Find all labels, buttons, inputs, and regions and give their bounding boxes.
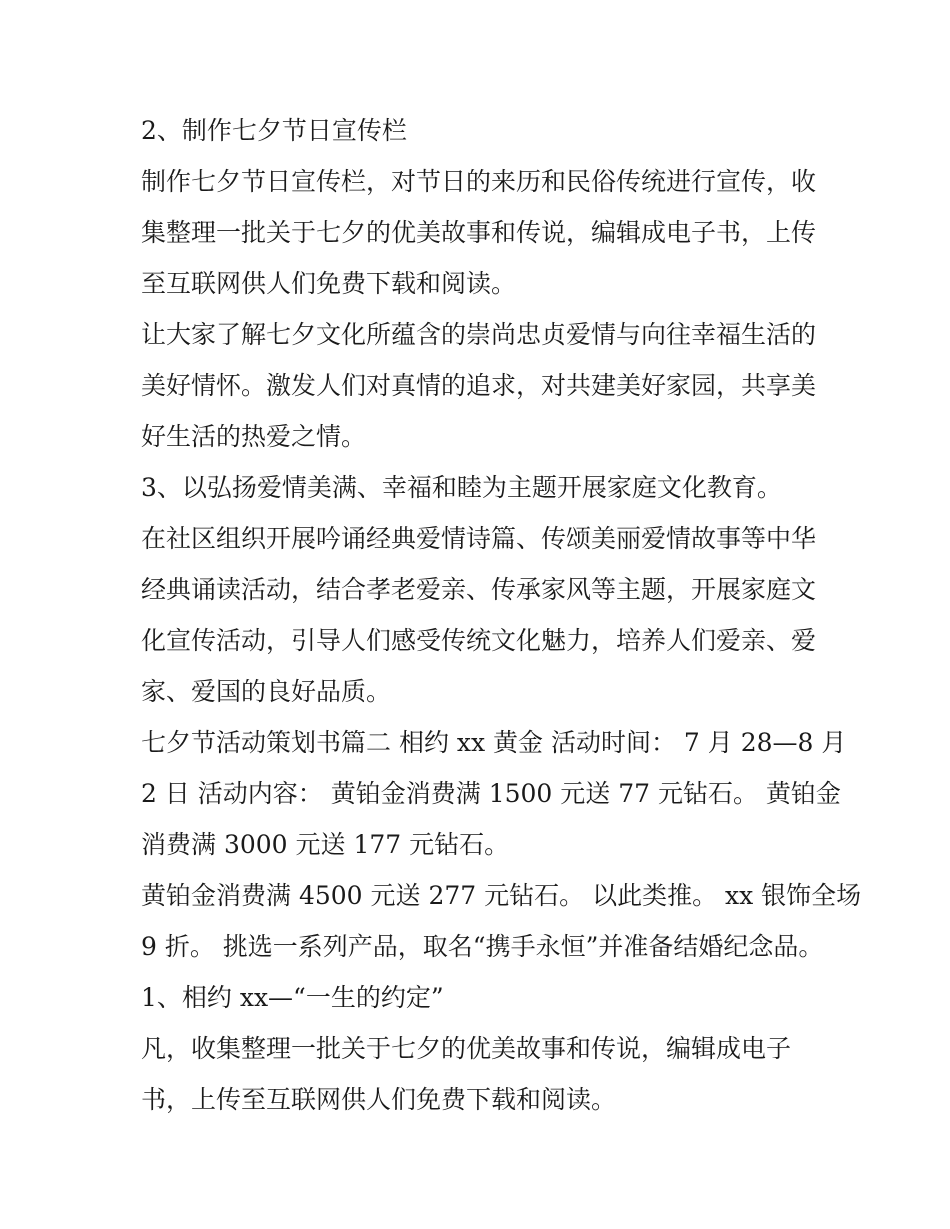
- heading-2: 2、制作七夕节日宣传栏: [141, 116, 407, 145]
- text-line: 家、爱国的良好品质。: [141, 677, 392, 706]
- text-line: 化宣传活动，引导人们感受传统文化魅力，培养人们爱亲、爱: [141, 626, 817, 655]
- text-line: 在社区组织开展吟诵经典爱情诗篇、传颂美丽爱情故事等中华: [141, 524, 817, 553]
- text-line: 书，上传至互联网供人们免费下载和阅读。: [141, 1085, 617, 1114]
- heading-3: 3、以弘扬爱情美满、幸福和睦为主题开展家庭文化教育。: [141, 473, 782, 502]
- heading-1: 1、相约 xx—“一生的约定”: [141, 983, 444, 1012]
- text-line: 9 折。 挑选一系列产品，取名“携手永恒”并准备结婚纪念品。: [141, 932, 824, 961]
- text-line: 制作七夕节日宣传栏，对节日的来历和民俗传统进行宣传，收: [141, 167, 817, 196]
- text-line: 美好情怀。激发人们对真情的追求，对共建美好家园，共享美: [141, 371, 817, 400]
- document-body: [141, 105, 862, 1125]
- text-line: 消费满 3000 元送 177 元钻石。: [141, 830, 510, 859]
- text-line: 集整理一批关于七夕的优美故事和传说，编辑成电子书，上传: [141, 218, 817, 247]
- text-line: 七夕节活动策划书篇二 相约 xx 黄金 活动时间： 7 月 28—8 月: [141, 728, 847, 757]
- text-line: 经典诵读活动，结合孝老爱亲、传承家风等主题，开展家庭文: [141, 575, 817, 604]
- text-line: 凡，收集整理一批关于七夕的优美故事和传说，编辑成电子: [141, 1034, 792, 1063]
- text-line: 黄铂金消费满 4500 元送 277 元钻石。 以此类推。 xx 银饰全场: [141, 881, 862, 910]
- text-line: 2 日 活动内容： 黄铂金消费满 1500 元送 77 元钻石。 黄铂金: [141, 779, 841, 808]
- text-line: 让大家了解七夕文化所蕴含的崇尚忠贞爱情与向往幸福生活的: [141, 320, 817, 349]
- text-line: 至互联网供人们免费下载和阅读。: [141, 269, 517, 298]
- text-line: 好生活的热爱之情。: [141, 422, 367, 451]
